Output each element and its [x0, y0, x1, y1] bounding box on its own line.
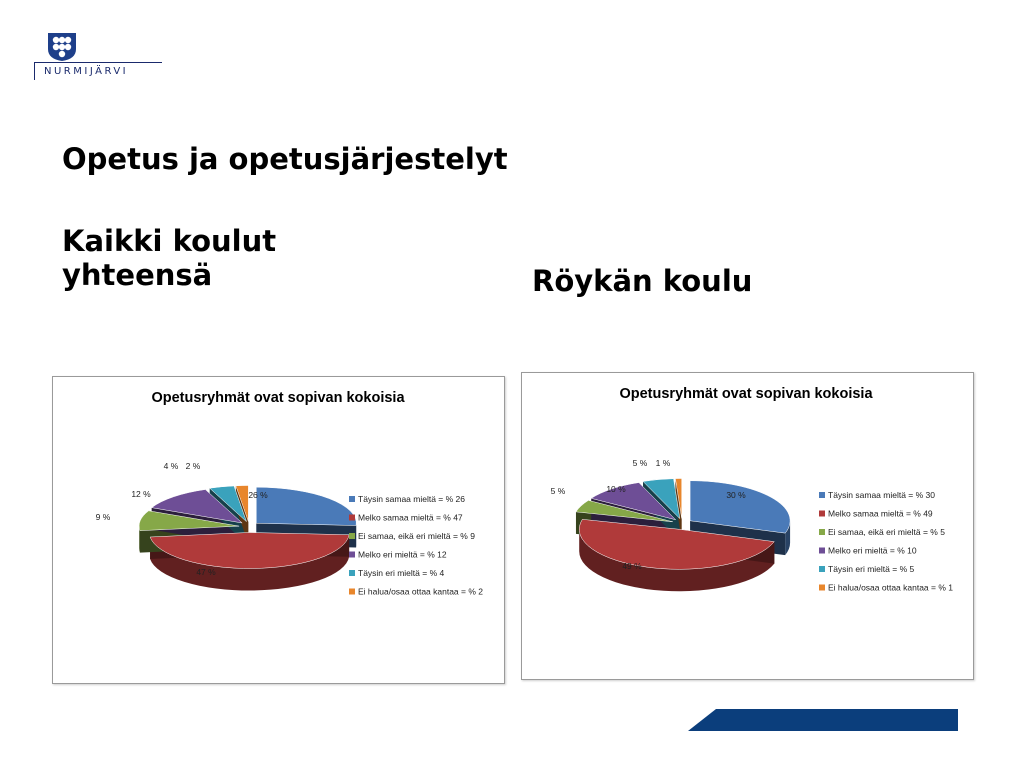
- left-heading-line1: Kaikki koulut: [62, 224, 277, 258]
- legend-swatch-4: [819, 548, 825, 554]
- logo-text: NURMIJÄRVI: [44, 66, 129, 77]
- data-label-2: 49 %: [622, 561, 642, 571]
- right-heading: Röykän koulu: [532, 264, 753, 298]
- data-label-2: 47 %: [196, 567, 216, 577]
- data-label-3: 9 %: [95, 512, 111, 522]
- legend-label-2: Melko samaa mieltä = % 49: [828, 508, 933, 519]
- chart-title: Opetusryhmät ovat sopivan kokoisia: [619, 386, 873, 402]
- legend-label-6: Ei halua/osaa ottaa kantaa = % 1: [828, 582, 953, 593]
- data-label-1: 30 %: [726, 490, 746, 500]
- legend-label-1: Täysin samaa mieltä = % 26: [358, 494, 466, 504]
- data-label-6: 1 %: [655, 458, 671, 468]
- legend-label-1: Täysin samaa mieltä = % 30: [828, 490, 936, 500]
- legend-label-3: Ei samaa, eikä eri mieltä = % 5: [828, 527, 945, 537]
- legend-swatch-5: [349, 570, 355, 576]
- data-label-3: 5 %: [550, 486, 566, 496]
- legend-swatch-5: [819, 566, 825, 572]
- legend-swatch-4: [349, 552, 355, 558]
- left-heading: [62, 224, 276, 292]
- data-label-4: 10 %: [606, 484, 626, 494]
- legend-label-4: Melko eri mieltä = % 10: [828, 545, 917, 556]
- legend-label-6: Ei halua/osaa ottaa kantaa = % 2: [358, 586, 483, 597]
- chart-title: Opetusryhmät ovat sopivan kokoisia: [151, 390, 405, 406]
- data-label-6: 2 %: [185, 461, 201, 471]
- legend-swatch-1: [349, 496, 355, 502]
- pie-chart-all-schools: [53, 377, 504, 683]
- legend-swatch-2: [349, 515, 355, 521]
- data-label-1: 26 %: [248, 490, 268, 500]
- data-label-4: 12 %: [131, 489, 151, 499]
- legend-swatch-3: [819, 529, 825, 535]
- chart-panel-all-schools: [52, 376, 505, 684]
- pie-chart-roykka: [522, 373, 973, 679]
- legend-swatch-3: [349, 533, 355, 539]
- legend-swatch-6: [349, 589, 355, 595]
- legend-swatch-2: [819, 511, 825, 517]
- data-label-5: 4 %: [163, 461, 179, 471]
- legend-swatch-6: [819, 585, 825, 591]
- logo-rule: [34, 62, 162, 63]
- page-title: Opetus ja opetusjärjestelyt: [62, 142, 508, 176]
- left-heading-line2: yhteensä: [62, 258, 213, 292]
- nurmijarvi-logo: [34, 32, 164, 80]
- data-label-5: 5 %: [632, 458, 648, 468]
- legend-label-4: Melko eri mieltä = % 12: [358, 549, 447, 560]
- legend-label-3: Ei samaa, eikä eri mieltä = % 9: [358, 531, 475, 541]
- footer-accent-bar: [688, 709, 958, 731]
- legend-label-5: Täysin eri mieltä = % 5: [828, 564, 915, 574]
- chart-panel-roykka: [521, 372, 974, 680]
- logo-rule-vertical: [34, 62, 35, 80]
- coat-of-arms-icon: [47, 32, 77, 62]
- legend-label-2: Melko samaa mieltä = % 47: [358, 512, 463, 523]
- legend-swatch-1: [819, 492, 825, 498]
- legend-label-5: Täysin eri mieltä = % 4: [358, 568, 445, 578]
- pie-slice-1: [256, 487, 356, 525]
